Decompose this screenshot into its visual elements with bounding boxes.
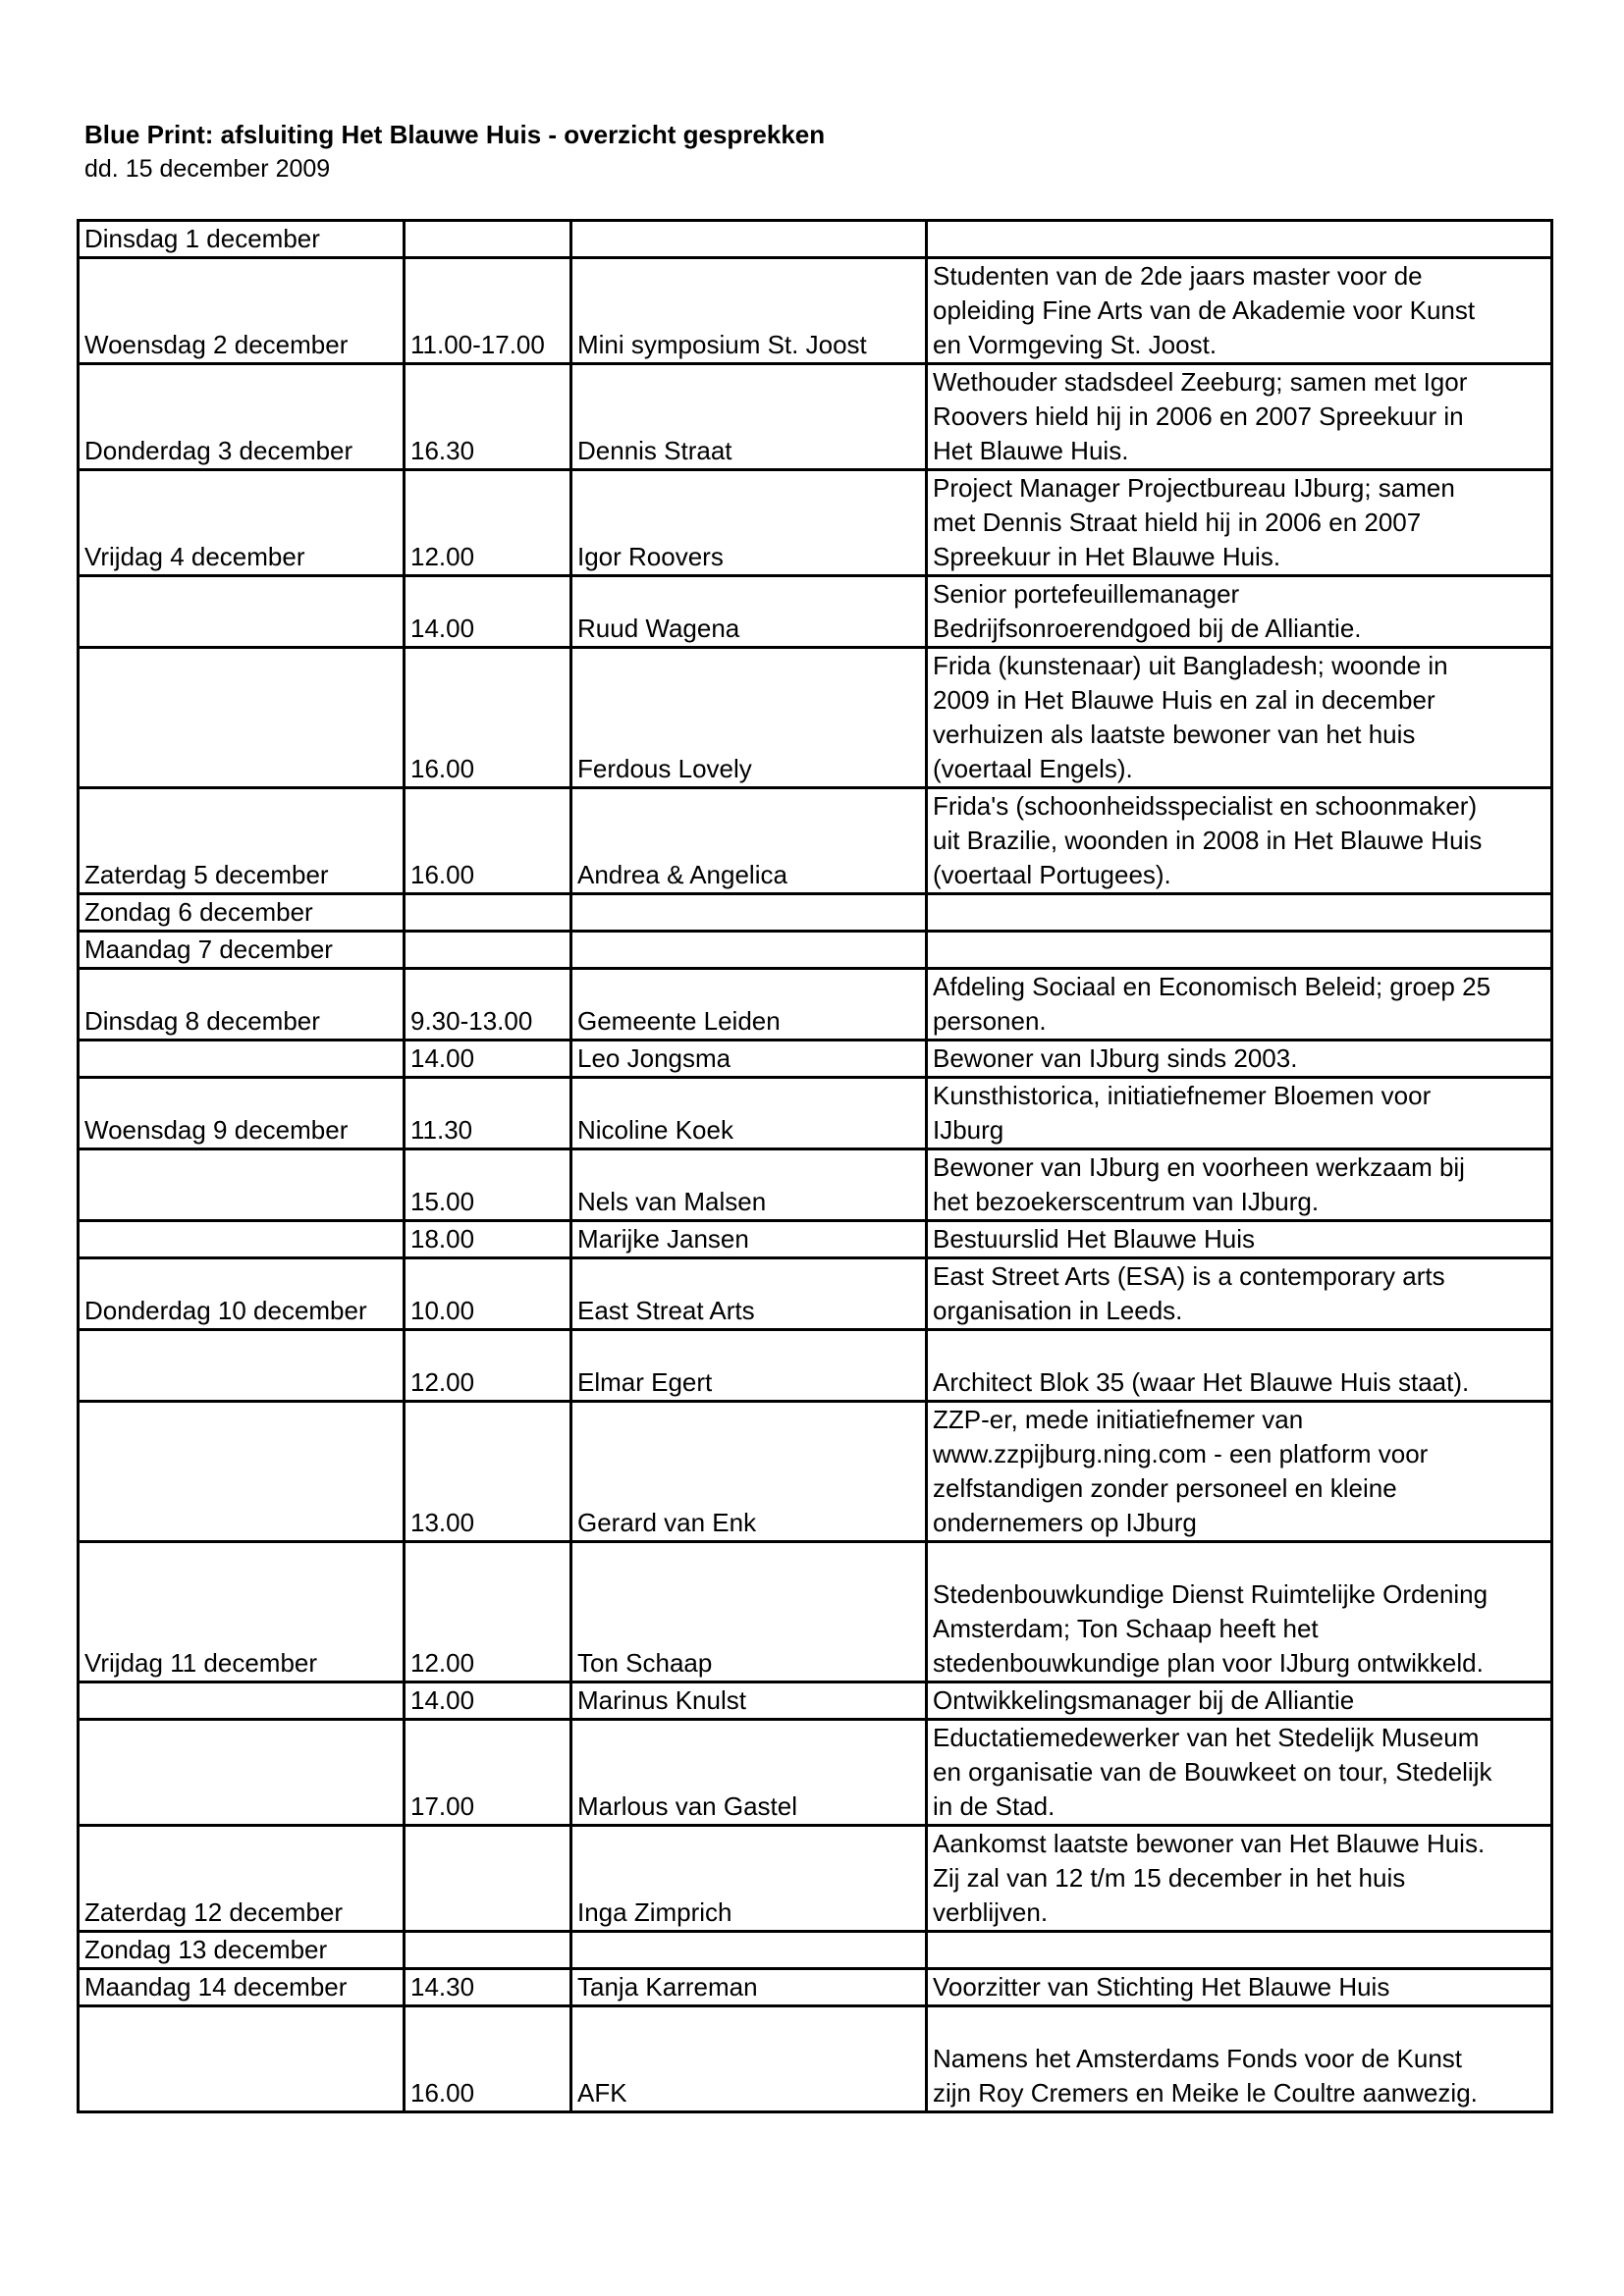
name-cell: Elmar Egert xyxy=(571,1330,927,1402)
description-line: Kunsthistorica, initiatiefnemer Bloemen voor xyxy=(933,1081,1432,1110)
description-line: opleiding Fine Arts van de Akademie voor Kunst xyxy=(933,295,1476,325)
description-cell xyxy=(927,2006,1552,2112)
description-line: ondernemers op IJburg xyxy=(933,1508,1197,1537)
description-line: Het Blauwe Huis. xyxy=(933,436,1129,465)
day-cell: Vrijdag 11 december xyxy=(79,1542,405,1682)
description-line: Bedrijfsonroerendgoed bij de Alliantie. xyxy=(933,614,1362,643)
table-row xyxy=(79,1041,1552,1078)
name-cell: Ton Schaap xyxy=(571,1542,927,1682)
day-cell: Woensdag 9 december xyxy=(79,1078,405,1149)
description-line: Spreekuur in Het Blauwe Huis. xyxy=(933,542,1281,571)
day-cell: Woensdag 2 december xyxy=(79,258,405,364)
description-line: (voertaal Engels). xyxy=(933,754,1133,783)
day-cell xyxy=(79,2006,405,2112)
description-line: Amsterdam; Ton Schaap heeft het xyxy=(933,1614,1319,1643)
table-row xyxy=(79,1402,1552,1542)
description-line: Studenten van de 2de jaars master voor de xyxy=(933,261,1423,291)
day-cell: Zaterdag 12 december xyxy=(79,1826,405,1932)
description-cell xyxy=(927,1720,1552,1826)
time-cell: 11.00-17.00 xyxy=(405,258,571,364)
description-line: Ontwikkelingsmanager bij de Alliantie xyxy=(933,1685,1355,1715)
description-line: Frida's (schoonheidsspecialist en schoonmaker) xyxy=(933,791,1478,821)
description-line: organisation in Leeds. xyxy=(933,1296,1183,1325)
description-line: verblijven. xyxy=(933,1897,1049,1927)
table-row xyxy=(79,364,1552,470)
day-cell xyxy=(79,1402,405,1542)
time-cell: 9.30-13.00 xyxy=(405,969,571,1041)
table-row xyxy=(79,1720,1552,1826)
day-cell xyxy=(79,648,405,788)
table-row xyxy=(79,788,1552,894)
description-cell xyxy=(927,1221,1552,1258)
description-line xyxy=(933,1543,1547,1577)
name-cell: Tanja Karreman xyxy=(571,1969,927,2006)
table-row xyxy=(79,648,1552,788)
day-cell: Zondag 6 december xyxy=(79,894,405,932)
description-cell xyxy=(927,1682,1552,1720)
time-cell: 14.00 xyxy=(405,1041,571,1078)
day-cell: Zaterdag 5 december xyxy=(79,788,405,894)
day-cell xyxy=(79,1149,405,1221)
description-line: 2009 in Het Blauwe Huis en zal in december xyxy=(933,685,1435,715)
description-line: het bezoekerscentrum van IJburg. xyxy=(933,1187,1320,1216)
description-cell xyxy=(927,470,1552,576)
description-line: Senior portefeuillemanager xyxy=(933,579,1240,609)
table-row xyxy=(79,969,1552,1041)
description-line xyxy=(933,2007,1547,2042)
name-cell xyxy=(571,894,927,932)
time-cell: 14.00 xyxy=(405,1682,571,1720)
description-cell xyxy=(927,258,1552,364)
description-line: Namens het Amsterdams Fonds voor de Kunst xyxy=(933,2044,1463,2073)
description-cell xyxy=(927,1330,1552,1402)
description-line: met Dennis Straat hield hij in 2006 en 2007 xyxy=(933,507,1422,537)
name-cell: Leo Jongsma xyxy=(571,1041,927,1078)
table-row xyxy=(79,1826,1552,1932)
day-cell: Donderdag 3 december xyxy=(79,364,405,470)
description-line: Voorzitter van Stichting Het Blauwe Huis xyxy=(933,1972,1390,2002)
name-cell: Inga Zimprich xyxy=(571,1826,927,1932)
table-row xyxy=(79,470,1552,576)
description-line: (voertaal Portugees). xyxy=(933,860,1171,889)
description-line: Wethouder stadsdeel Zeeburg; samen met Igor xyxy=(933,367,1468,397)
day-cell xyxy=(79,1041,405,1078)
time-cell: 16.30 xyxy=(405,364,571,470)
time-cell: 16.00 xyxy=(405,788,571,894)
description-line: stedenbouwkundige plan voor IJburg ontwikkeld. xyxy=(933,1648,1484,1678)
name-cell: Marlous van Gastel xyxy=(571,1720,927,1826)
name-cell: Marijke Jansen xyxy=(571,1221,927,1258)
description-line: Afdeling Sociaal en Economisch Beleid; groep 25 xyxy=(933,972,1491,1001)
table-row xyxy=(79,2006,1552,2112)
table-row xyxy=(79,894,1552,932)
description-line xyxy=(933,1331,1547,1365)
description-line: in de Stad. xyxy=(933,1791,1056,1821)
description-cell xyxy=(927,1149,1552,1221)
name-cell xyxy=(571,932,927,969)
time-cell: 16.00 xyxy=(405,648,571,788)
name-cell: Dennis Straat xyxy=(571,364,927,470)
document-date: dd. 15 december 2009 xyxy=(84,155,331,183)
description-cell xyxy=(927,1041,1552,1078)
time-cell: 13.00 xyxy=(405,1402,571,1542)
table-row xyxy=(79,258,1552,364)
time-cell xyxy=(405,221,571,258)
description-line: Zij zal van 12 t/m 15 december in het huis xyxy=(933,1863,1406,1893)
schedule-body xyxy=(79,221,1552,2112)
name-cell: AFK xyxy=(571,2006,927,2112)
page-title: Blue Print: afsluiting Het Blauwe Huis - overzicht gesprekken xyxy=(84,120,826,149)
name-cell: Gerard van Enk xyxy=(571,1402,927,1542)
name-cell: Igor Roovers xyxy=(571,470,927,576)
table-row xyxy=(79,1078,1552,1149)
description-line: Bestuurslid Het Blauwe Huis xyxy=(933,1224,1256,1254)
table-row xyxy=(79,1258,1552,1330)
description-cell xyxy=(927,932,1552,969)
description-line: verhuizen als laatste bewoner van het huis xyxy=(933,720,1416,749)
description-line: en organisatie van de Bouwkeet on tour, Stedelijk xyxy=(933,1757,1492,1787)
time-cell xyxy=(405,1932,571,1969)
time-cell: 14.00 xyxy=(405,576,571,648)
description-line: Bewoner van IJburg sinds 2003. xyxy=(933,1043,1298,1073)
time-cell: 12.00 xyxy=(405,470,571,576)
time-cell: 18.00 xyxy=(405,1221,571,1258)
table-row xyxy=(79,221,1552,258)
name-cell: Ruud Wagena xyxy=(571,576,927,648)
table-row xyxy=(79,576,1552,648)
description-line: personen. xyxy=(933,1006,1047,1036)
description-line: IJburg xyxy=(933,1115,1004,1145)
schedule-table xyxy=(77,219,1553,2113)
time-cell: 11.30 xyxy=(405,1078,571,1149)
time-cell: 16.00 xyxy=(405,2006,571,2112)
time-cell: 17.00 xyxy=(405,1720,571,1826)
description-line: uit Brazilie, woonden in 2008 in Het Blauwe Huis xyxy=(933,826,1483,855)
description-cell xyxy=(927,1078,1552,1149)
description-cell xyxy=(927,788,1552,894)
day-cell xyxy=(79,1720,405,1826)
time-cell xyxy=(405,894,571,932)
time-cell: 15.00 xyxy=(405,1149,571,1221)
description-line: zijn Roy Cremers en Meike le Coultre aanwezig. xyxy=(933,2078,1478,2108)
description-line: Bewoner van IJburg en voorheen werkzaam bij xyxy=(933,1152,1465,1182)
description-line: East Street Arts (ESA) is a contemporary arts xyxy=(933,1261,1445,1291)
description-cell xyxy=(927,221,1552,258)
description-line: en Vormgeving St. Joost. xyxy=(933,330,1218,359)
description-line: Aankomst laatste bewoner van Het Blauwe Huis. xyxy=(933,1829,1486,1858)
description-cell xyxy=(927,894,1552,932)
table-row xyxy=(79,1221,1552,1258)
name-cell: Nels van Malsen xyxy=(571,1149,927,1221)
time-cell xyxy=(405,1826,571,1932)
name-cell xyxy=(571,1932,927,1969)
table-row xyxy=(79,1932,1552,1969)
time-cell: 12.00 xyxy=(405,1542,571,1682)
time-cell xyxy=(405,932,571,969)
table-row xyxy=(79,1330,1552,1402)
description-cell xyxy=(927,969,1552,1041)
description-line: Project Manager Projectbureau IJburg; samen xyxy=(933,473,1455,503)
day-cell xyxy=(79,576,405,648)
day-cell: Zondag 13 december xyxy=(79,1932,405,1969)
description-cell xyxy=(927,648,1552,788)
description-line: Architect Blok 35 (waar Het Blauwe Huis staat). xyxy=(933,1367,1470,1397)
description-cell xyxy=(927,1826,1552,1932)
description-line: www.zzpijburg.ning.com - een platform voor xyxy=(933,1439,1429,1468)
time-cell: 10.00 xyxy=(405,1258,571,1330)
table-row xyxy=(79,1969,1552,2006)
description-cell xyxy=(927,364,1552,470)
description-line: Eductatiemedewerker van het Stedelijk Museum xyxy=(933,1723,1480,1752)
description-line: ZZP-er, mede initiatiefnemer van xyxy=(933,1405,1304,1434)
description-cell xyxy=(927,1542,1552,1682)
name-cell: Gemeente Leiden xyxy=(571,969,927,1041)
day-cell: Vrijdag 4 december xyxy=(79,470,405,576)
name-cell: East Streat Arts xyxy=(571,1258,927,1330)
description-line: Roovers hield hij in 2006 en 2007 Spreekuur in xyxy=(933,401,1464,431)
table-row xyxy=(79,1149,1552,1221)
description-cell xyxy=(927,1258,1552,1330)
description-line: Frida (kunstenaar) uit Bangladesh; woonde in xyxy=(933,651,1448,680)
name-cell: Nicoline Koek xyxy=(571,1078,927,1149)
description-line: Stedenbouwkundige Dienst Ruimtelijke Ordening xyxy=(933,1579,1489,1609)
description-cell xyxy=(927,1969,1552,2006)
table-row xyxy=(79,1682,1552,1720)
day-cell: Dinsdag 8 december xyxy=(79,969,405,1041)
description-cell xyxy=(927,1402,1552,1542)
time-cell: 12.00 xyxy=(405,1330,571,1402)
name-cell: Ferdous Lovely xyxy=(571,648,927,788)
day-cell: Maandag 14 december xyxy=(79,1969,405,2006)
day-cell xyxy=(79,1330,405,1402)
name-cell: Mini symposium St. Joost xyxy=(571,258,927,364)
name-cell: Marinus Knulst xyxy=(571,1682,927,1720)
day-cell: Maandag 7 december xyxy=(79,932,405,969)
description-line: zelfstandigen zonder personeel en kleine xyxy=(933,1473,1397,1503)
table-row xyxy=(79,1542,1552,1682)
name-cell xyxy=(571,221,927,258)
name-cell: Andrea & Angelica xyxy=(571,788,927,894)
description-cell xyxy=(927,576,1552,648)
table-row xyxy=(79,932,1552,969)
time-cell: 14.30 xyxy=(405,1969,571,2006)
day-cell: Dinsdag 1 december xyxy=(79,221,405,258)
day-cell: Donderdag 10 december xyxy=(79,1258,405,1330)
description-cell xyxy=(927,1932,1552,1969)
day-cell xyxy=(79,1682,405,1720)
day-cell xyxy=(79,1221,405,1258)
